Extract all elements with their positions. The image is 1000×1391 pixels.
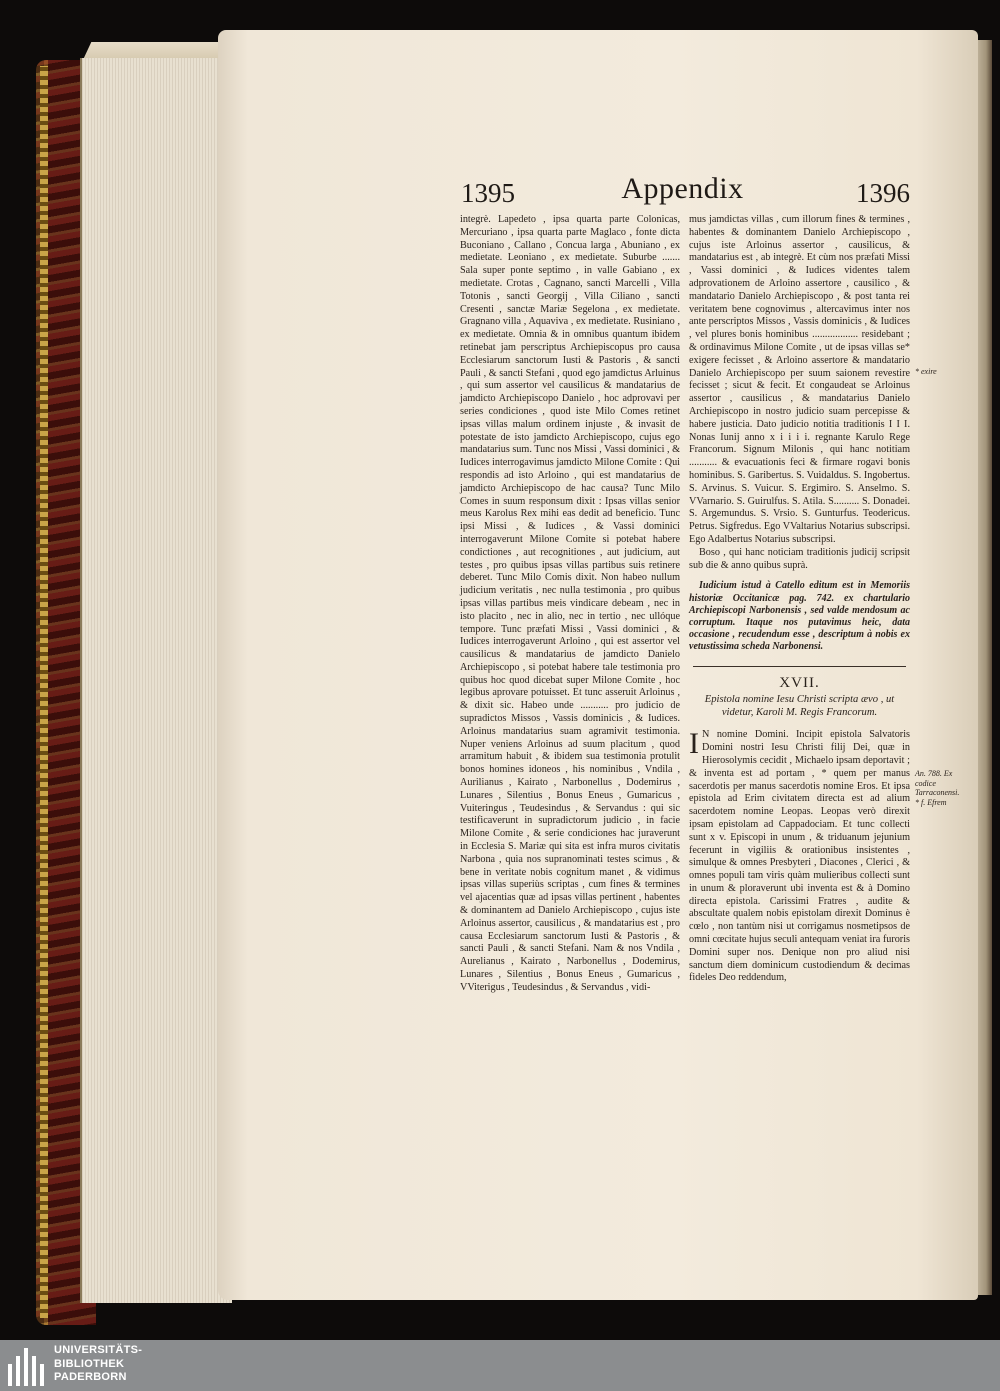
library-logo-icon [8, 1346, 48, 1386]
drop-cap: I [689, 727, 699, 761]
library-footer-bar [0, 1340, 1000, 1391]
margin-note-annotation: An. 788. Ex codice Tarraconensi. * f. Efrem [915, 769, 960, 807]
library-name-line: UNIVERSITÄTS- [54, 1344, 143, 1356]
running-title: Appendix [621, 172, 744, 205]
page-block-edges [80, 58, 232, 1303]
left-text-column [460, 214, 680, 995]
section-title: Epistola nomine Iesu Christi scripta ævo , ut videtur, Karoli M. Regis Francorum. [704, 694, 895, 719]
right-column-paragraph: mus jamdictas villas , cum illorum fines & termines , habentes & dominantem Danielo Archiepiscopo , cujus iste Arloinus assertor , causilicus, & mandatarius est , ab integrè. Et cùm nos præfati Missi , Vassi dominici , & Iudices videntes talem adprovationem de Arloino assertore , causilico , & mandatario Danielo Archiepiscopo , & post tanta rei veritatem bene cognovimus , altercavimus inter nos ante perscriptos Missos , Vassis dominicis , & Iudices , vel plures bonis hominibus .................. residebant ; & ordinavimus Milone Comite , ut de ipsas villas se* exigere fecisset , & Arloino assertore & mandatario Danielo Archiepiscopo per suum saionem revestire fecisset ; sicut & fecit. Et congaudeat se Arloinus assertor , causilicus , & mandatarius Danielo Archiepiscopo in nostro judicio suam percepisse & habere justicia. Dato judicio notitia traditionis I I I. Nonas Iunij anno x i i i i. regnante Karulo Rege Francorum. Signum Milonis , qui hanc notitiam ........... & evacuationis feci & firmare rogavi bonis hominibus. S. Garibertus. S. Vuidaldus. S. Ingobertus. S. Arvinus. S. Vuicur. S. Ergimiro. S. Anselmo. S. VVarnario. S. Guirulfus. S. Atila. S.......... S. Donadei. S. Argemundus. S. Vrsio. S. Gunturfus. Teodericus. Petrus. Sigfredus. Ego VValtarius Notarius subscripsi. Ego Adalbertus Notarius subscripsi. [689, 214, 910, 545]
library-name [54, 1344, 142, 1385]
section-body [689, 729, 910, 985]
section-divider [693, 666, 906, 667]
left-page-number: 1395 [461, 178, 515, 208]
right-text-column [689, 214, 910, 985]
gilt-spine-decoration [40, 66, 48, 1318]
section-text: N nomine Domini. Incipit epistola Salvatoris Domini nostri Iesu Christi filij Dei, quæ in Hierosolymis cecidit , Michaelo ipsam deportavit ; & inventa est ad portam , * quem per manus sacerdotis per manus sacerdotis nomine Eros. Et ipsa epistola ad Erim civitatem directa est ad alium sacerdotem nomine Leopas. Leopas verò direxit ipsam epistolam ad Cappadociam. Et tunc collecti sunt x v. Episcopi in unum , & triduanum jejunium fecerunt in vigiliis & orationibus insistentes , simulque & omnes Presbyteri , Diacones , Clerici , & omnes populi tam viris quàm mulieribus collecti sunt in unum & ploraverunt ubi inventa est & à Domino directa epistola. Carissimi Fratres , audite & abscultate qualem nobis epistolam direxit Dominus è cœlo , non tantùm nisi ut corrigamus nosmetipsos de omni cœcitate hujus seculi antequam veniat ira furoris Domini super nos. Denique non pro aliud nisi sanctum diem dominicum custodiendum & decimas fideles Deo reddendum, [689, 729, 910, 984]
library-name-line: PADERBORN [54, 1371, 127, 1383]
right-page-number: 1396 [856, 178, 910, 208]
editorial-note: Iudicium istud à Catello editum est in Memoriis historiæ Occitanicæ pag. 742. ex chartulario Archiepiscopi Narbonensis , sed valde mendosum ac corruptum. Itaque nos putavimus heic, data occasione , recudendum esse , descriptum à nobis ex vetustissima scheda Narbonensi. [689, 580, 910, 653]
left-column-text: integrè. Lapedeto , ipsa quarta parte Colonicas, Mercuriano , ipsa quarta parte Maglaco , fonte dicta Buconiano , Callano , Concua larga , Abuniano , ex medietate. Leoniano , ex medietate. Suburbe ....... Sala super ponte septimo , in valle Gabiano , ex medietate. Crotas , Cagnano, sancti Marcelli , Villa Totonis , sancti Georgij , Villa Ciliano , sancti Cresenti , sanctæ Mariæ Segelona , ex medietate. Gragnano villa , Aquaviva , ex medietate. Rusiniano , ex medietate. Omnia & in omnibus quantum ibidem retinebat jam perscriptus Archiepiscopus pro causa Ecclesiarum sanctorum Iusti & Pastoris , & sancti Pauli , & sancti Stefani , quod ego jamdictus Arluinus , qui sum assertor vel causilicus & mandatarius de jamdicto Archiepiscopo Danielo , hoc adprovavi per series condiciones , quod iste Milo Comes retinet ipsas villas malum ordinem injuste , & invasit de potestate de isto jamdicto Archiepiscopo, cujus ego mandatarius sum. Tunc nos Missi , Vassi dominici , & Iudices interrogavimus jamdicto Milone Comite : Qui respondis ad isto Arloino , qui est mandatarius de jamdicto Archiepiscopo de hac causa? Tunc Milo Comes in suum responsum dixit : Ipsas villas senior meus Karolus Rex mihi eas dedit ad beneficio. Tunc ipsi Missi , & Iudices , & Vassi dominici interrogaverunt Milone Comite si potebat habere condictiones , aut recognitiones , aut judicium, aut testes , pro quibus ipsas villas partibus suis retinere deberet. Tunc Milo Comis dixit. Non habeo nullum judicium veritatis , nec nulla testimonia , pro quibus ipsas villas partibus meis vindicare debeam , nec in isto placito , nec in alio, nec in tertio , nec ullóque tempore. Tunc præfati Missi , Vassi dominici , & Iudices interrogaverunt Arloino , qui est assertor vel causilicus & mandatarius de jamdicto Danielo Archiepiscopo , si potebat habere tale testimonia pro quibus hoc quod dicebat super Milone Comite , hoc legibus aprovare potuisset. Et tunc asseruit Arloinus , & dixit sic. Habeo unde ........... pro judicio de supradictos Missos , Vassis dominicis , & Iudices. Arloinus mandatarius suam agramivit testimonia. Nuper veniens Arloinus ad suum placitum , quod arramitum habuit , & ibidem sua testimonia protulit bonos homines idoneos , his nominibus , Vndila , Aurilianus , Kairato , Narbonellus , Dodemirus , Lunares , Silentius , Bonus Eneus , Gumaricus , Vuiteringus , Teudesindus , & Servandus : qui sic testificaverunt in supradictorum judicio , in facie Milone Comite , & serie condiciones hac juraverunt in Ecclesia S. Mariæ qui sita est infra muros civitatis Narbona , quia nos supranominati testes scimus , & bene in veritate nobis cognitum manet , & vidimus ipsas villas superiùs scriptas , cum fines & termines vel ajacentias quæ ad ipsas villas pertinent , habentes & dominantem ad Danielo Archiepiscopo , cujus iste Arloinus assertor, causilicus , & mandatarius est , pro causa Ecclesiarum sanctorum Iusti & Pastoris , & sancti Pauli , & sancti Stefani. Nam & nos Vndila , Aurelianus , Kairato , Narbonellus , Dodemirus, Lunares , Silentius , Bonus Eneus , Gumaricus , VViterigus , Teudesindus , & Servandus , vidi- [460, 214, 680, 993]
page-header [455, 172, 910, 218]
section-number: XVII. [779, 674, 820, 691]
library-name-line: BIBLIOTHEK [54, 1357, 125, 1370]
margin-note-exire: * exire [915, 367, 937, 376]
right-column-paragraph: Boso , qui hanc noticiam traditionis judicij scripsit sub die & anno quibus suprà. [689, 546, 910, 571]
